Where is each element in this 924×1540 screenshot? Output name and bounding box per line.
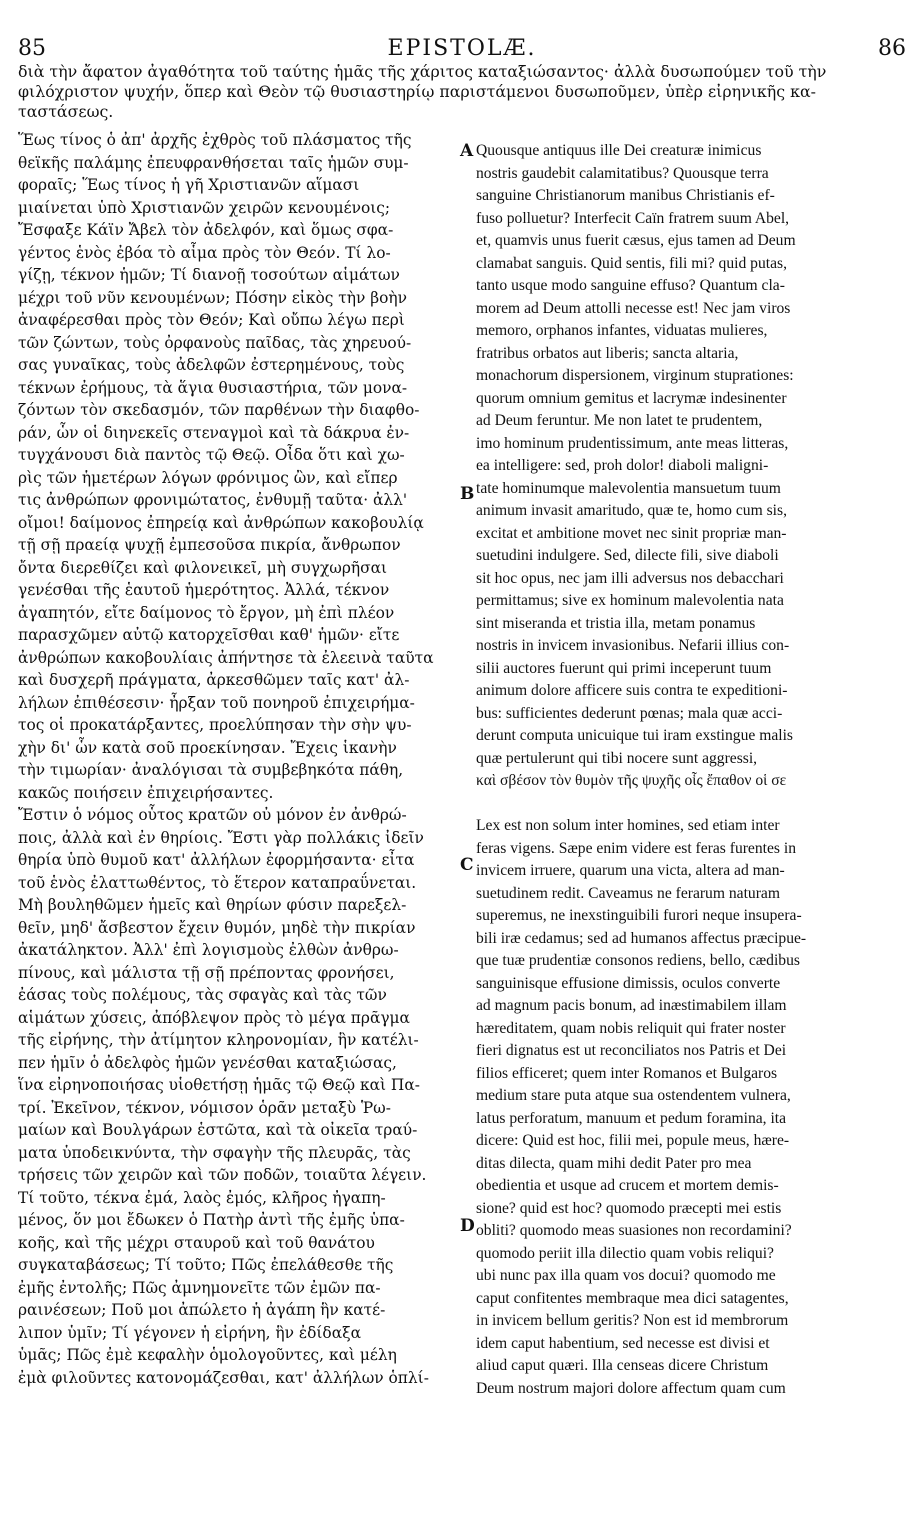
greek-text-line: θεϊκῆς παλάμης ἐπευφρανθήσεται ταῖς ἡμῶν συμ- — [18, 153, 409, 172]
greek-text-line: μένος, ὅν μοι ἔδωκεν ὁ Πατὴρ ἀντὶ τῆς ἐμῆς ὑπα- — [18, 1211, 405, 1229]
greek-text-line: τος οἱ προκατάρξαντες, προελύπησαν τὴν σὴν ψυ- — [18, 716, 412, 734]
greek-column — [18, 129, 463, 1389]
page-number-left: 85 — [18, 36, 46, 61]
greek-text-line: λήλων ἐπιθέσεσιν· ἦρξαν τοῦ πονηροῦ ἐπιχειρήμα- — [18, 693, 415, 712]
greek-text-line: ὑμᾶς; Πῶς ἐμὲ κεφαλὴν ὁμολογοῦντες, καὶ μέλη — [18, 1346, 397, 1364]
latin-text-line: quæ pertulerunt qui tibi nocere sunt aggressi, — [476, 749, 758, 767]
greek-text-line: ἀκατάληκτον. Ἀλλ' ἐπὶ λογισμοὺς ἐλθὼν ἀνθρω- — [18, 941, 399, 959]
greek-text-line: τέκνων ἐρήμους, τὰ ἅγια θυσιαστήρια, τῶν μονα- — [18, 378, 408, 397]
latin-text-line: clamabat sanguis. Quid sentis, fili mi? quid putas, — [476, 254, 787, 272]
latin-text-line: sint miseranda et tristia illa, metam ponamus — [476, 614, 756, 632]
greek-text-line: τρί. Ἐκεῖνον, τέκνον, νόμισον ὁρᾶν μεταξὺ Ῥω- — [18, 1098, 391, 1117]
greek-text-line: ποις, ἀλλὰ καὶ ἐν θηρίοις. Ἔστι γὰρ πολλάκις ἰδεῖν — [18, 828, 424, 847]
latin-text-line: sanguinisque effusione dimissis, oculos converte — [476, 974, 781, 992]
intro-line: διὰ τὴν ἄφατον ἀγαθότητα τοῦ ταύτης ἡμᾶς τῆς χάριτος καταξιώσαντος· ἀλλὰ δυσωπούμεν τοῦ τὴν — [18, 62, 827, 81]
latin-text-line: morem ad Deum attolli necesse est! Nec jam viros — [476, 299, 791, 317]
latin-text-line: memoro, orphanos infantes, viduatas mulieres, — [476, 322, 768, 339]
latin-text-line: ea intelligere: sed, proh dolor! diaboli maligni- — [476, 457, 769, 474]
latin-text-line: aliud caput quæri. Illa censeas dicere Christum — [476, 1357, 769, 1374]
latin-text-line: Quousque antiquus ille Dei creaturæ inimicus — [476, 142, 762, 159]
latin-text-line: fratribus orbatos aut liberis; sancta altaria, — [476, 344, 739, 362]
greek-text-line: πεν ἡμῖν ὁ ἀδελφὸς ἡμῶν γενέσθαι καταξιώσας, — [18, 1053, 397, 1072]
greek-text-line: πίνους, καὶ μάλιστα τῇ σῇ πρέποντας φρονήσει, — [18, 963, 395, 982]
greek-text-line: συγκαταβάσεως; Τί τοῦτο; Πῶς ἐπελάθεσθε τῆς — [18, 1256, 394, 1274]
latin-text-line: latus perforatum, manuum et pedum foramina, ita — [476, 1109, 787, 1127]
latin-text-line: quomodo periit illa dilectio quam vobis reliqui? — [476, 1244, 774, 1262]
latin-text-line: monachorum dispersionem, virginum stuprationes: — [476, 367, 794, 384]
intro-paragraph — [18, 62, 898, 122]
latin-text-line: que tuæ prudentiæ consonos rediens, bello, cædibus — [476, 952, 800, 969]
greek-text-line: Τί τοῦτο, τέκνα ἐμά, λαὸς ἐμός, κλῆρος ἠγαπη- — [18, 1188, 386, 1207]
latin-text-line: tanto usque modo sanguine effuso? Quantum cla- — [476, 277, 785, 294]
latin-text-line: silii auctores fuerunt qui primi inceperunt tuum — [476, 659, 772, 677]
latin-text-line: quorum omnium gemitus et lacrymæ indesinenter — [476, 389, 787, 407]
intro-line: ταστάσεως. — [18, 102, 114, 121]
greek-text-line: Ἔστιν ὁ νόμος οὗτος κρατῶν οὐ μόνον ἐν ἀνθρώ- — [18, 806, 407, 824]
latin-text-line: caput confitentes membraque mea dici satagentes, — [476, 1289, 789, 1307]
greek-text-line: ρὶς τῶν ἡμετέρων λόγων φρόνιμος ὢν, καὶ εἴπερ — [18, 468, 398, 487]
greek-text-line: τῆς εἰρήνης, τὴν ἀτίμητον κληρονομίαν, ἣν κατέλι- — [18, 1031, 419, 1049]
latin-text-line: animum dolore afficere suis contra te expeditioni- — [476, 682, 788, 699]
greek-text-line: τῶν ζώντων, τοὺς ὀρφανοὺς παῖδας, τὰς χηρευού- — [18, 333, 412, 352]
latin-text-line: dicere: Quid est hoc, filii mei, popule meus, hære- — [476, 1132, 790, 1149]
greek-text-line: ἐμὰ φιλοῦντες κατονομάζεσθαι, κατ' ἀλλήλων ὁπλί- — [18, 1368, 429, 1387]
latin-text-line: ditas dilecta, quam mihi dedit Pater pro mea — [476, 1154, 752, 1172]
latin-text-line: derunt computa unicuique tui iram exstingue malis — [476, 727, 793, 744]
greek-text-line: ματα ὑποδεικνύντα, τὴν σφαγὴν τῆς πλευρᾶς, τὰς — [18, 1143, 411, 1162]
latin-text-line: et, quamvis unus fuerit cæsus, ejus tamen ad Deum — [476, 232, 796, 249]
greek-text-line: τρήσεις τῶν χειρῶν καὶ τῶν ποδῶν, τοιαῦτα λέγειν. — [18, 1166, 427, 1184]
greek-text-line: ἀνθρώπων κακοβουλίαις ἀπήντησε τὰ ἐλεεινὰ ταῦτα — [18, 648, 434, 667]
latin-text-line: invicem irruere, quarum una victa, altera ad man- — [476, 862, 785, 879]
greek-text-line: κοῆς, καὶ τῆς μέχρι σταυροῦ καὶ τοῦ θανάτου — [18, 1233, 375, 1252]
greek-text-line: σας γυναῖκας, τοὺς ἀδελφῶν ἐστερημένους, τοὺς — [18, 356, 405, 374]
latin-text-line: idem caput habentium, sed necesse est divisi et — [476, 1334, 770, 1352]
latin-text-line: bili iræ cedamus; sed ad humanos affectus præcipue- — [476, 929, 807, 947]
latin-text-line: fieri dignatus est ut reconciliatos nos Patris et Dei — [476, 1042, 787, 1059]
latin-text-line: in invicem bellum geritis? Non est id membrorum — [476, 1312, 789, 1329]
latin-text-line: sanguine Christianorum manibus Christianis ef- — [476, 187, 775, 204]
latin-text-line — [476, 793, 906, 816]
latin-text-line: ubi nunc pax illa quam vos docui? quomodo me — [476, 1267, 776, 1284]
latin-text-line: filios efficeret; quem inter Romanos et Bulgaros — [476, 1064, 778, 1082]
greek-text-line: οἴμοι! δαίμονος ἐπηρείᾳ καὶ ἀνθρώπων κακοβουλίᾳ — [18, 513, 424, 532]
latin-text-line: nostris in invicem invasionibus. Nefarii illius con- — [476, 637, 790, 654]
greek-text-line: θηρία ὑπὸ θυμοῦ κατ' ἀλλήλων ἐφορμήσαντα· εἶτα — [18, 851, 415, 869]
greek-text-line: γέντος ἑνὸς ἐβόα τὸ αἷμα πρὸς τὸν Θεόν. Τί λο- — [18, 243, 391, 262]
greek-text-line: γίζῃ, τέκνον ἡμῶν; Τί διανοῇ τοσούτων αἱμάτων — [18, 266, 400, 284]
latin-text-line: medium stare puta atque sua ostendentem vulnera, — [476, 1087, 791, 1104]
latin-text-line: suetudini indulgere. Sed, dilecte fili, sive diaboli — [476, 547, 779, 564]
greek-text-line: τὴν τιμωρίαν· ἀναλόγισαι τὰ συμβεβηκότα πάθη, — [18, 761, 404, 779]
greek-text-line: τις ἀνθρώπων φρονιμώτατος, ἐνθυμῇ ταῦτα· ἀλλ' — [18, 491, 408, 509]
greek-text-line: Ἔσφαξε Κάϊν Ἄβελ τὸν ἀδελφόν, καὶ ὅμως σφα- — [18, 221, 394, 239]
latin-text-line: excitat et ambitione movet nec sinit propriæ man- — [476, 524, 787, 542]
greek-text-line: μέχρι τοῦ νῦν κενουμένων; Πόσην εἰκὸς τὴν βοὴν — [18, 288, 407, 307]
latin-text-line: superemus, ne inexstinguibili furori neque insupera- — [476, 907, 802, 924]
latin-text-line: sione? quid est hoc? quomodo præcepti mei estis — [476, 1199, 782, 1217]
section-marker-b: B — [460, 484, 475, 504]
section-marker-d: D — [460, 1216, 475, 1236]
greek-text-line: Μὴ βουληθῶμεν ἡμεῖς καὶ θηρίων φύσιν παρεξελ- — [18, 896, 407, 914]
running-title: EPISTOLÆ. — [387, 36, 537, 61]
greek-text-line: ὄντα διερεθίζει καὶ φιλονεικεῖ, μὴ συγχωρῆσαι — [18, 558, 388, 577]
greek-text-line: παρασχῶμεν αὐτῷ κατορχεῖσθαι καθ' ἡμῶν· εἴτε — [18, 626, 400, 644]
greek-text-line: ἐμῆς ἐντολῆς; Πῶς ἀμνημονεῖτε τῶν ἐμῶν πα- — [18, 1278, 381, 1297]
latin-text-line: Deum nostrum majori dolore affectum quam cum — [476, 1379, 786, 1397]
greek-text-line: μιαίνεται ὑπὸ Χριστιανῶν χειρῶν κενουμένοις; — [18, 198, 391, 217]
greek-text-line: καὶ δυσχερῆ πράγματα, ἀρκεσθῶμεν ταῖς κατ' ἀλ- — [18, 671, 410, 689]
greek-text-line: λιπον ὑμῖν; Τί γέγονεν ἡ εἰρήνη, ἣν ἐδίδαξα — [18, 1323, 361, 1342]
greek-text-line: μαίων καὶ Βουλγάρων ἑστῶτα, καὶ τὰ οἰκεῖα τραύ- — [18, 1121, 418, 1139]
page-number-right: 86 — [878, 36, 906, 61]
greek-text-line: κακῶς ποιήσειν ἐπιχειρήσαντες. — [18, 783, 274, 802]
greek-text-line: τυγχάνουσι διὰ παντὸς τῷ Θεῷ. Οἶδα ὅτι καὶ χω- — [18, 446, 405, 464]
latin-text-line: sit hoc opus, nec jam illi adversus nos debacchari — [476, 569, 784, 587]
greek-text-line: φοραῖς; Ἕως τίνος ἡ γῆ Χριστιανῶν αἵμασι — [18, 176, 360, 194]
greek-text-line: ἀναφέρεσθαι πρὸς τὸν Θεόν; Καὶ οὔπω λέγω περὶ — [18, 311, 405, 329]
greek-text-line: χὴν δι' ὧν κατὰ σοῦ προεκίνησαν. Ἔχεις ἱκανὴν — [18, 738, 397, 757]
greek-text-line: γενέσθαι τῆς ἑαυτοῦ ἡμερότητος. Ἀλλά, τέκνον — [18, 581, 390, 599]
latin-text-line: bus: sufficientes dederunt pœnas; mala quæ acci- — [476, 704, 783, 722]
latin-text-line: ad Deum feruntur. Me non latet te prudentem, — [476, 412, 763, 429]
greek-text-line: ραινέσεων; Ποῦ μοι ἀπώλετο ἡ ἀγάπη ἣν κατέ- — [18, 1301, 386, 1319]
latin-text-line: Lex est non solum inter homines, sed etiam inter — [476, 817, 780, 834]
latin-text-line: fuso polluetur? Interfecit Caïn fratrem suum Abel, — [476, 209, 790, 227]
greek-text-line: Ἕως τίνος ὁ ἀπ' ἀρχῆς ἐχθρὸς τοῦ πλάσματος τῆς — [18, 131, 412, 149]
greek-text-line: ράν, ὧν οἱ διηνεκεῖς στεναγμοὶ καὶ τὰ δάκρυα ἐν- — [18, 423, 410, 442]
section-marker-a: A — [460, 141, 474, 161]
latin-text-line: feras vigens. Sæpe enim videre est feras furentes in — [476, 839, 796, 857]
greek-text-line: ἀγαπητόν, εἴτε δαίμονος τὸ ἔργον, μὴ ἐπὶ πλέον — [18, 603, 395, 622]
latin-text-line: obliti? quomodo meas suasiones non recordamini? — [476, 1222, 792, 1239]
greek-text-line: θεῖν, μηδ' ἄσβεστον ἔχειν θυμόν, μηδὲ τὴν πικρίαν — [18, 918, 416, 937]
section-marker-c: C — [460, 855, 474, 875]
latin-text-line: imo hominum prudentissimum, ante meas litteras, — [476, 434, 789, 452]
latin-text-line: ad magnum pacis bonum, ad inæstimabilem illam — [476, 997, 787, 1014]
latin-column — [476, 140, 906, 1400]
greek-text-line: ἐάσας τοὺς πολέμους, τὰς σφαγὰς καὶ τὰς τῶν — [18, 986, 387, 1004]
intro-line: φιλόχριστον ψυχήν, ὅπερ καὶ Θεὸν τῷ θυσιαστηρίῳ παριστάμενοι δυσωποῦμεν, ὑπὲρ εἰρηνικῆς κα- — [18, 82, 816, 101]
greek-text-line: ζόντων τὸν σκεδασμόν, τῶν παρθένων τὴν διαφθο- — [18, 401, 420, 419]
latin-text-line: καὶ σβέσον τὸν θυμὸν τῆς ψυχῆς οἷς ἔπαθον οἱ σε — [476, 772, 787, 789]
latin-text-line: nostris gaudebit calamitatibus? Quousque terra — [476, 164, 769, 182]
latin-text-line: obedientia et usque ad crucem et mortem demis- — [476, 1177, 779, 1194]
greek-text-line: τοῦ ἑνὸς ἐλαττωθέντος, τὸ ἕτερον καταπραΰνεται. — [18, 873, 417, 892]
greek-text-line: τῇ σῇ πραείᾳ ψυχῇ ἐμπεσοῦσα πικρία, ἄνθρωπον — [18, 536, 401, 554]
latin-text-line: suetudinem redit. Caveamus ne ferarum naturam — [476, 884, 780, 902]
latin-text-line: tate hominumque malevolentia mansuetum tuum — [476, 479, 781, 497]
greek-text-line: αἱμάτων χύσεις, ἀπόβλεψον πρὸς τὸ μέγα πρᾶγμα — [18, 1008, 410, 1027]
latin-text-line: permittamus; sive ex hominum malevolentia nata — [476, 592, 784, 609]
latin-text-line: animum invasit amaritudo, quæ te, homo cum sis, — [476, 502, 787, 519]
latin-text-line: hæreditatem, quam nobis reliquit qui frater noster — [476, 1019, 786, 1037]
greek-text-line: ἵνα εἰρηνοποιήσας υἱοθετήσῃ ἡμᾶς τῷ Θεῷ καὶ Πα- — [18, 1076, 420, 1094]
